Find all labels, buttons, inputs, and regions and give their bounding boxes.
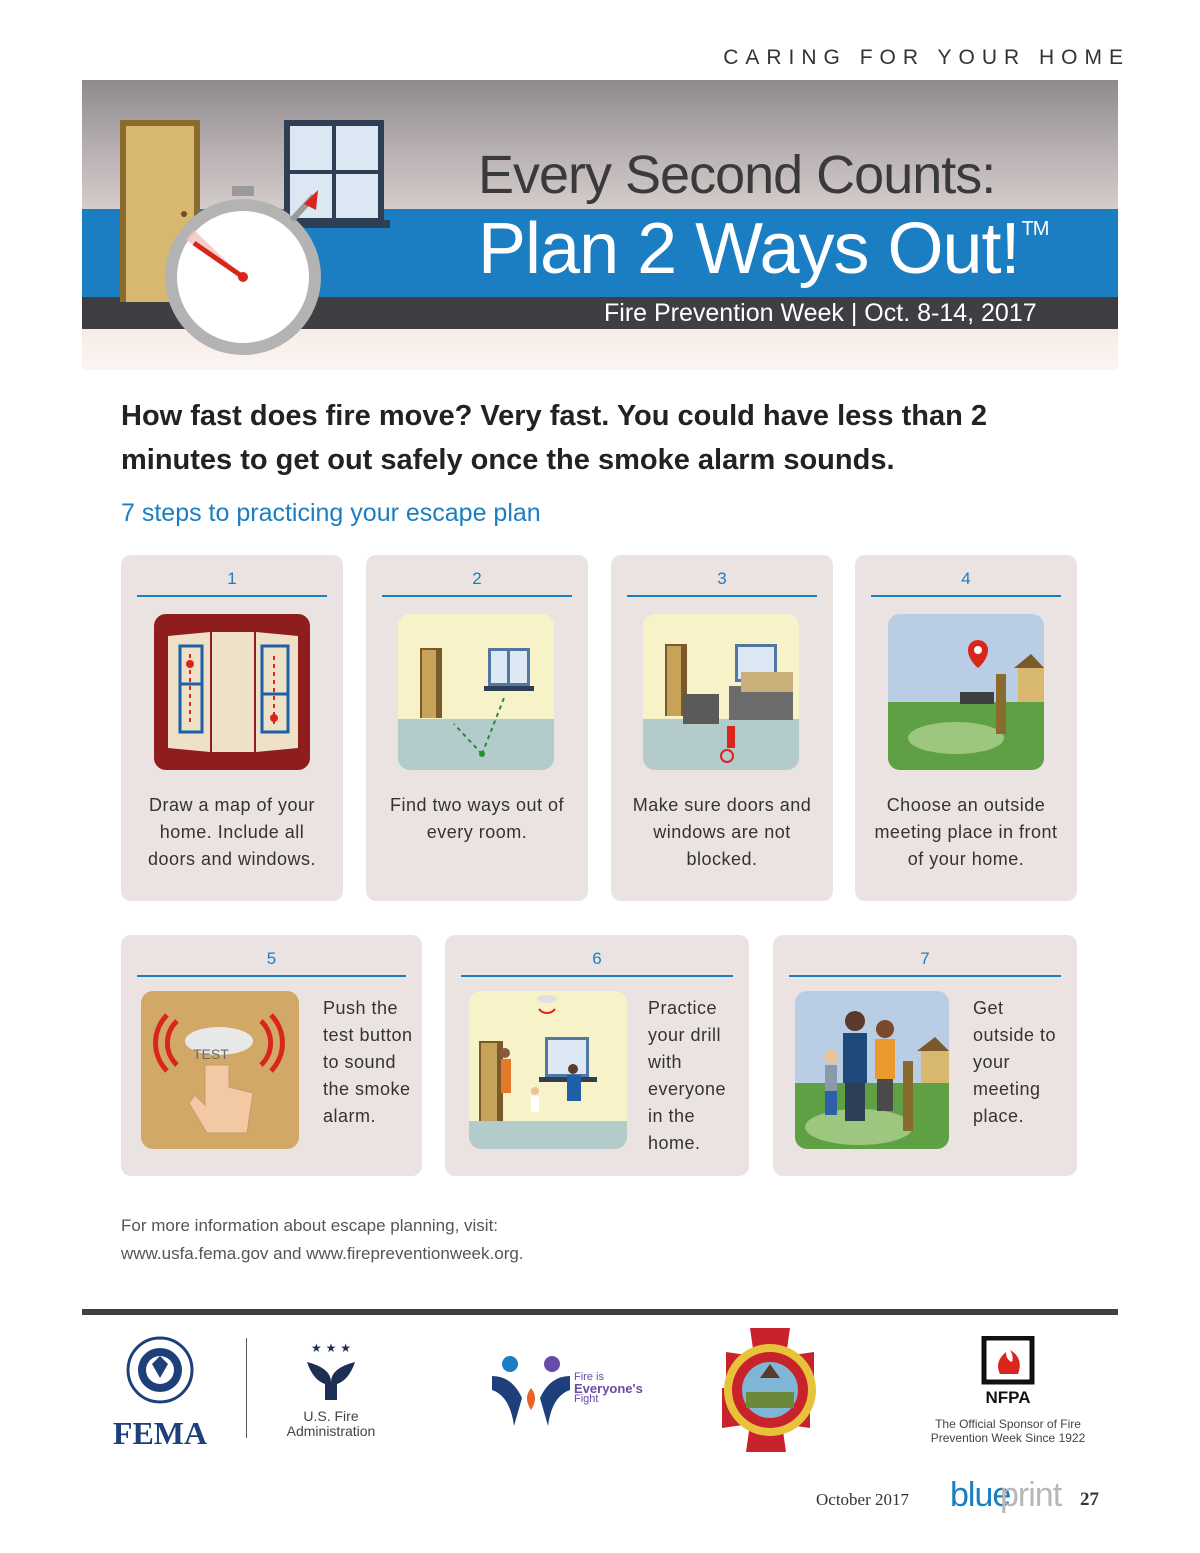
fire-fight-line3: Fight bbox=[574, 1393, 599, 1405]
step-card-5 bbox=[121, 935, 422, 1176]
banner-subtitle: Fire Prevention Week | Oct. 8-14, 2017 bbox=[604, 299, 1037, 327]
brand-wordmark-print: print bbox=[1000, 1476, 1062, 1514]
step-number: 4 bbox=[961, 569, 971, 588]
fire-fight-line1: Fire is bbox=[574, 1371, 604, 1383]
banner-title-line2: Plan 2 Ways Out! ™ bbox=[478, 209, 1049, 289]
step-number: 6 bbox=[592, 949, 602, 968]
family-outside-icon bbox=[795, 991, 949, 1149]
smoke-alarm-test-icon bbox=[141, 991, 299, 1149]
fema-logo bbox=[110, 1336, 210, 1451]
step-card-3 bbox=[611, 555, 833, 901]
brand-wordmark-blue: blue bbox=[950, 1476, 1011, 1514]
more-info bbox=[121, 1212, 524, 1268]
steps-title: 7 steps to practicing your escape plan bbox=[121, 499, 541, 527]
section-label: CARING FOR YOUR HOME bbox=[723, 46, 1130, 69]
step-caption: Get outside to your meeting place. bbox=[973, 998, 1057, 1126]
svg-text:★ ★ ★: ★ ★ ★ bbox=[311, 1341, 351, 1355]
step-card-4 bbox=[855, 555, 1077, 901]
step-caption: Choose an outside meeting place in front of your home. bbox=[874, 795, 1058, 869]
fire-is-everyones-fight-logo bbox=[488, 1352, 648, 1428]
step-caption: Find two ways out of every room. bbox=[389, 795, 565, 842]
iowa-fire-marshals-association-logo bbox=[706, 1326, 834, 1454]
hero-banner bbox=[82, 80, 1118, 370]
footer-date: October 2017 bbox=[816, 1490, 910, 1509]
more-info-line1: For more information about escape planning, visit: bbox=[121, 1216, 499, 1235]
trademark-mark: TM bbox=[1021, 218, 1049, 240]
step-number: 3 bbox=[717, 569, 727, 588]
blocked-exits-icon bbox=[643, 614, 799, 770]
nfpa-line2: Prevention Week Since 1922 bbox=[930, 1431, 1086, 1445]
step-card-7 bbox=[773, 935, 1077, 1176]
usfa-logo bbox=[276, 1338, 386, 1442]
page-number: 27 bbox=[1080, 1489, 1099, 1510]
nfpa-flame-icon bbox=[978, 1336, 1038, 1396]
stopwatch-door-window-illustration bbox=[82, 80, 412, 370]
family-drill-icon bbox=[469, 991, 627, 1149]
step-number: 1 bbox=[227, 569, 237, 588]
nfpa-wordmark: NFPA bbox=[985, 1388, 1031, 1407]
step-caption: Practice your drill with everyone in the home. bbox=[648, 998, 727, 1153]
nfpa-logo bbox=[928, 1336, 1088, 1446]
fema-wordmark: FEMA bbox=[112, 1415, 208, 1451]
footer-divider bbox=[82, 1309, 1118, 1315]
people-flame-icon bbox=[488, 1352, 574, 1428]
maltese-cross-badge-icon bbox=[706, 1326, 834, 1454]
step-card-1 bbox=[121, 555, 343, 901]
step-number: 2 bbox=[472, 569, 482, 588]
room-exits-icon bbox=[398, 614, 554, 770]
eagle-icon bbox=[301, 1338, 361, 1404]
step-caption: Draw a map of your home. Include all doors and windows. bbox=[147, 795, 317, 869]
logo-divider bbox=[246, 1338, 247, 1438]
headline: How fast does fire move? Very fast. You could have less than 2 minutes to get out safely once the smoke alarm sounds. bbox=[121, 400, 987, 476]
more-info-links[interactable]: www.usfa.fema.gov and www.firepreventionweek.org. bbox=[121, 1244, 524, 1263]
step-caption: Make sure doors and windows are not blocked. bbox=[632, 795, 812, 869]
nfpa-line1: The Official Sponsor of Fire bbox=[935, 1417, 1081, 1431]
fire-fight-line2: Everyone's bbox=[574, 1381, 643, 1396]
step-number: 5 bbox=[266, 949, 277, 968]
usfa-line2: Administration bbox=[286, 1423, 376, 1439]
floor-plan-map-icon bbox=[154, 614, 310, 770]
usfa-line1: U.S. Fire bbox=[303, 1408, 359, 1424]
step-card-6 bbox=[445, 935, 749, 1176]
step-number: 7 bbox=[920, 949, 930, 968]
dhs-seal-icon bbox=[110, 1336, 210, 1406]
step-caption: Push the test button to sound the smoke alarm. bbox=[323, 998, 413, 1126]
banner-title-line1: Every Second Counts: bbox=[478, 145, 996, 205]
step-card-2 bbox=[366, 555, 588, 901]
test-label: TEST bbox=[193, 1046, 229, 1062]
meeting-place-pin-icon bbox=[888, 614, 1044, 770]
